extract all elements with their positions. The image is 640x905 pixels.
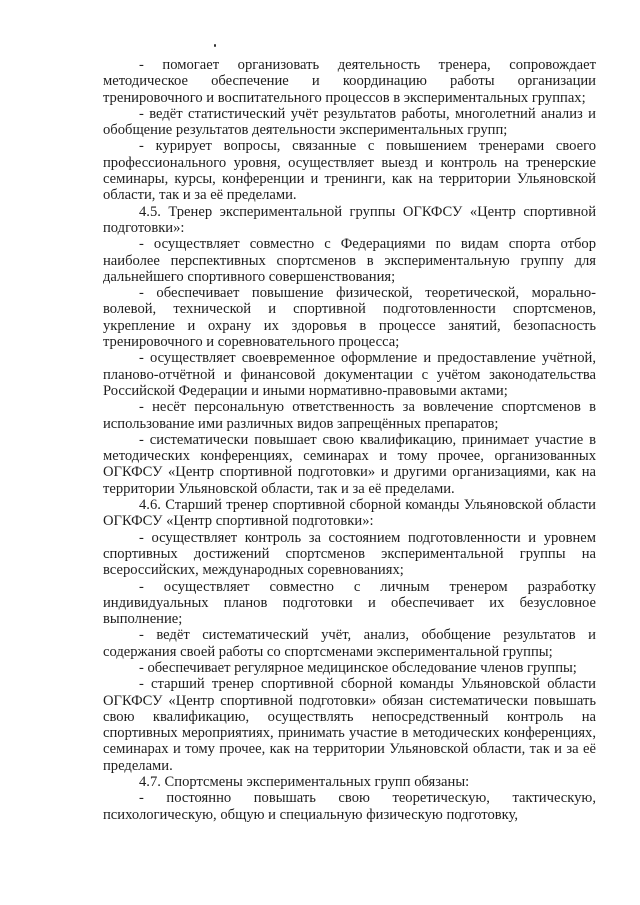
paragraph: - курирует вопросы, связанные с повышением тренерами своего профессионального уровня, осуществляет выезд и контроль на тренерские семинары, курсы, конференции и тренинги, как на территории Ульяновской области, так и за её пределами. xyxy=(103,138,596,204)
paragraph: - осуществляет своевременное оформление и предоставление учётной, планово-отчётной и финансовой документации с учётом законодательства Российской Федерации и иными нормативно-правовыми актами; xyxy=(103,350,596,399)
section-heading-4-7: 4.7. Спортсмены экспериментальных групп обязаны: xyxy=(139,774,470,791)
paragraph: - старший тренер спортивной сборной команды Ульяновской области ОГКФСУ «Центр спортивной подготовки» обязан систематически повышать свою квалификацию, осуществлять непосредственный контроль на спортивных мероприятиях, принимать участие в методических конференциях, семинарах и тому прочее, как на территории Ульяновской области, так и за её пределами. xyxy=(103,676,596,774)
paragraph: - осуществляет совместно с Федерациями по видам спорта отбор наиболее перспективных спортсменов в экспериментальную группу для дальнейшего спортивного совершенствования; xyxy=(103,236,596,285)
paragraph: - осуществляет совместно с личным тренером разработку индивидуальных планов подготовки и обеспечивает их безусловное выполнение; xyxy=(103,578,596,628)
paragraph: - осуществляет контроль за состоянием подготовленности и уровнем спортивных достижений спортсменов экспериментальной группы на всероссийских, международных соревнованиях; xyxy=(103,529,596,579)
paragraph: - систематически повышает свою квалификацию, принимает участие в методических конференциях, семинарах и тому прочее, организованных ОГКФСУ «Центр спортивной подготовки» и другими организациями, как на территории Ульяновской области, так и за её пределами. xyxy=(103,431,596,497)
paragraph: - помогает организовать деятельность тренера, сопровождает методическое обеспечение и координацию работы организации тренировочного и воспитательного процессов в экспериментальных группах; xyxy=(103,57,596,106)
paragraph: - ведёт статистический учёт результатов работы, многолетний анализ и обобщение результатов деятельности экспериментальных групп; xyxy=(103,105,596,139)
document-body xyxy=(103,57,596,823)
section-heading-4-6: 4.6. Старший тренер спортивной сборной команды Ульяновской области ОГКФСУ «Центр спортивной подготовки»: xyxy=(103,497,596,530)
section-heading-4-5: 4.5. Тренер экспериментальной группы ОГКФСУ «Центр спортивной подготовки»: xyxy=(103,203,596,236)
paragraph: - обеспечивает регулярное медицинское обследование членов группы; xyxy=(139,659,577,676)
paragraph: - обеспечивает повышение физической, теоретической, морально-волевой, технической и спортивной подготовленности спортсменов, укрепление и охрану их здоровья в процессе занятий, безопасность тренировочного и соревновательного процесса; xyxy=(103,285,596,351)
scan-speck xyxy=(214,44,216,47)
paragraph: - постоянно повышать свою теоретическую, тактическую, психологическую, общую и специальную физическую подготовку, xyxy=(103,790,596,823)
paragraph: - несёт персональную ответственность за вовлечение спортсменов в использование ими различных видов запрещённых препаратов; xyxy=(103,399,596,432)
paragraph: - ведёт систематический учёт, анализ, обобщение результатов и содержания своей работы со спортсменами экспериментальной группы; xyxy=(103,627,596,660)
